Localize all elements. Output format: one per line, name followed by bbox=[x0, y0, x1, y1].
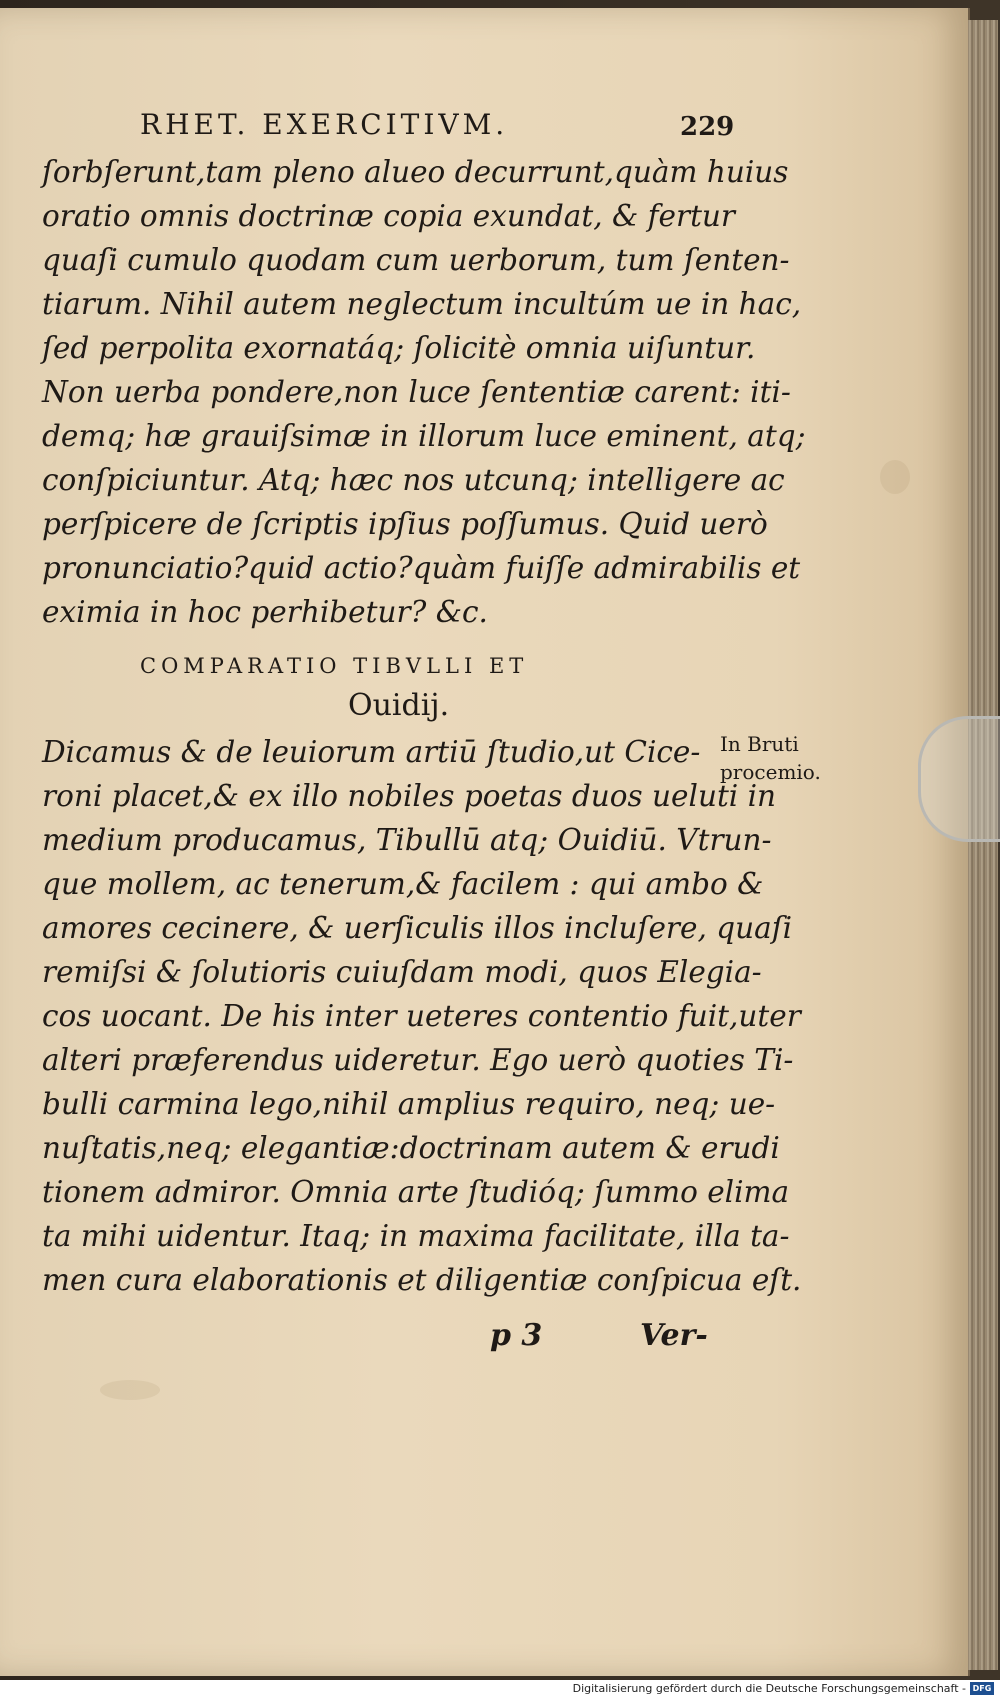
page-number: 229 bbox=[680, 112, 735, 142]
text-line: ta mihi uidentur. Itaq; in maxima facilitate, illa ta- bbox=[42, 1219, 790, 1253]
text-line: alteri præferendus uideretur. Ego uerò quoties Ti- bbox=[42, 1043, 794, 1077]
text-line: roni placet,& ex illo nobiles poetas duos ueluti in bbox=[42, 779, 777, 813]
text-line: men cura elaborationis et diligentiæ conſpicua eſt. bbox=[42, 1263, 802, 1297]
running-title: RHET. EXERCITIVM. bbox=[140, 108, 509, 141]
text-line: amores cecinere, & uerſiculis illos incluſere, quaſi bbox=[42, 911, 793, 945]
text-line: pronunciatio?quid actio?quàm fuiſſe admirabilis et bbox=[42, 551, 801, 585]
section-subheading: Ouidij. bbox=[348, 688, 450, 723]
text-line: medium producamus, Tibullū atq; Ouidiū. Vtrun- bbox=[42, 823, 772, 857]
margin-note: In Bruti bbox=[720, 732, 799, 756]
page-edges bbox=[968, 20, 998, 1670]
paper-stain bbox=[880, 460, 910, 494]
text-line: eximia in hoc perhibetur? &c. bbox=[42, 595, 488, 629]
book-clip bbox=[918, 716, 1000, 842]
text-line: oratio omnis doctrinæ copia exundat, & fertur bbox=[42, 199, 736, 233]
footer-credit: Digitalisierung gefördert durch die Deutsche Forschungsgemeinschaft - bbox=[572, 1682, 966, 1695]
text-line: bulli carmina lego,nihil amplius requiro, neq; ue- bbox=[42, 1087, 776, 1121]
text-line: demq; hæ grauiſsimæ in illorum luce eminent, atq; bbox=[42, 419, 806, 453]
text-line: tiarum. Nihil autem neglectum incultúm ue in hac, bbox=[42, 287, 802, 321]
dfg-logo: DFG bbox=[970, 1682, 994, 1695]
signature-mark: p 3 bbox=[490, 1318, 543, 1353]
text-line: remiſsi & ſolutioris cuiuſdam modi, quos Elegia- bbox=[42, 955, 762, 989]
text-line: ſorbſerunt,tam pleno alueo decurrunt,quàm huius bbox=[42, 155, 789, 189]
text-line: que mollem, ac tenerum,& facilem : qui ambo & bbox=[42, 867, 764, 901]
text-line: cos uocant. De his inter ueteres contentio fuit,uter bbox=[42, 999, 801, 1033]
text-line: conſpiciuntur. Atq; hæc nos utcunq; intelligere ac bbox=[42, 463, 785, 497]
paper-stain bbox=[100, 1380, 160, 1400]
text-line: perſpicere de ſcriptis ipſius poſſumus. Quid uerò bbox=[42, 507, 768, 541]
digitization-footer bbox=[0, 1680, 1000, 1697]
section-heading: COMPARATIO TIBVLLI ET bbox=[140, 654, 529, 678]
catchword: Ver- bbox=[640, 1318, 708, 1353]
text-line: ſed perpolita exornatáq; ſolicitè omnia uiſuntur. bbox=[42, 331, 756, 365]
text-line: Non uerba pondere,non luce ſententiæ carent: iti- bbox=[42, 375, 791, 409]
text-line: quaſi cumulo quodam cum uerborum, tum ſenten- bbox=[42, 243, 790, 277]
text-line: Dicamus & de leuiorum artiū ſtudio,ut Cice- bbox=[42, 735, 701, 769]
text-line: tionem admiror. Omnia arte ſtudióq; ſummo elima bbox=[42, 1175, 790, 1209]
text-line: nuſtatis,neq; elegantiæ:doctrinam autem & erudi bbox=[42, 1131, 780, 1165]
margin-note: procemio. bbox=[720, 760, 821, 784]
